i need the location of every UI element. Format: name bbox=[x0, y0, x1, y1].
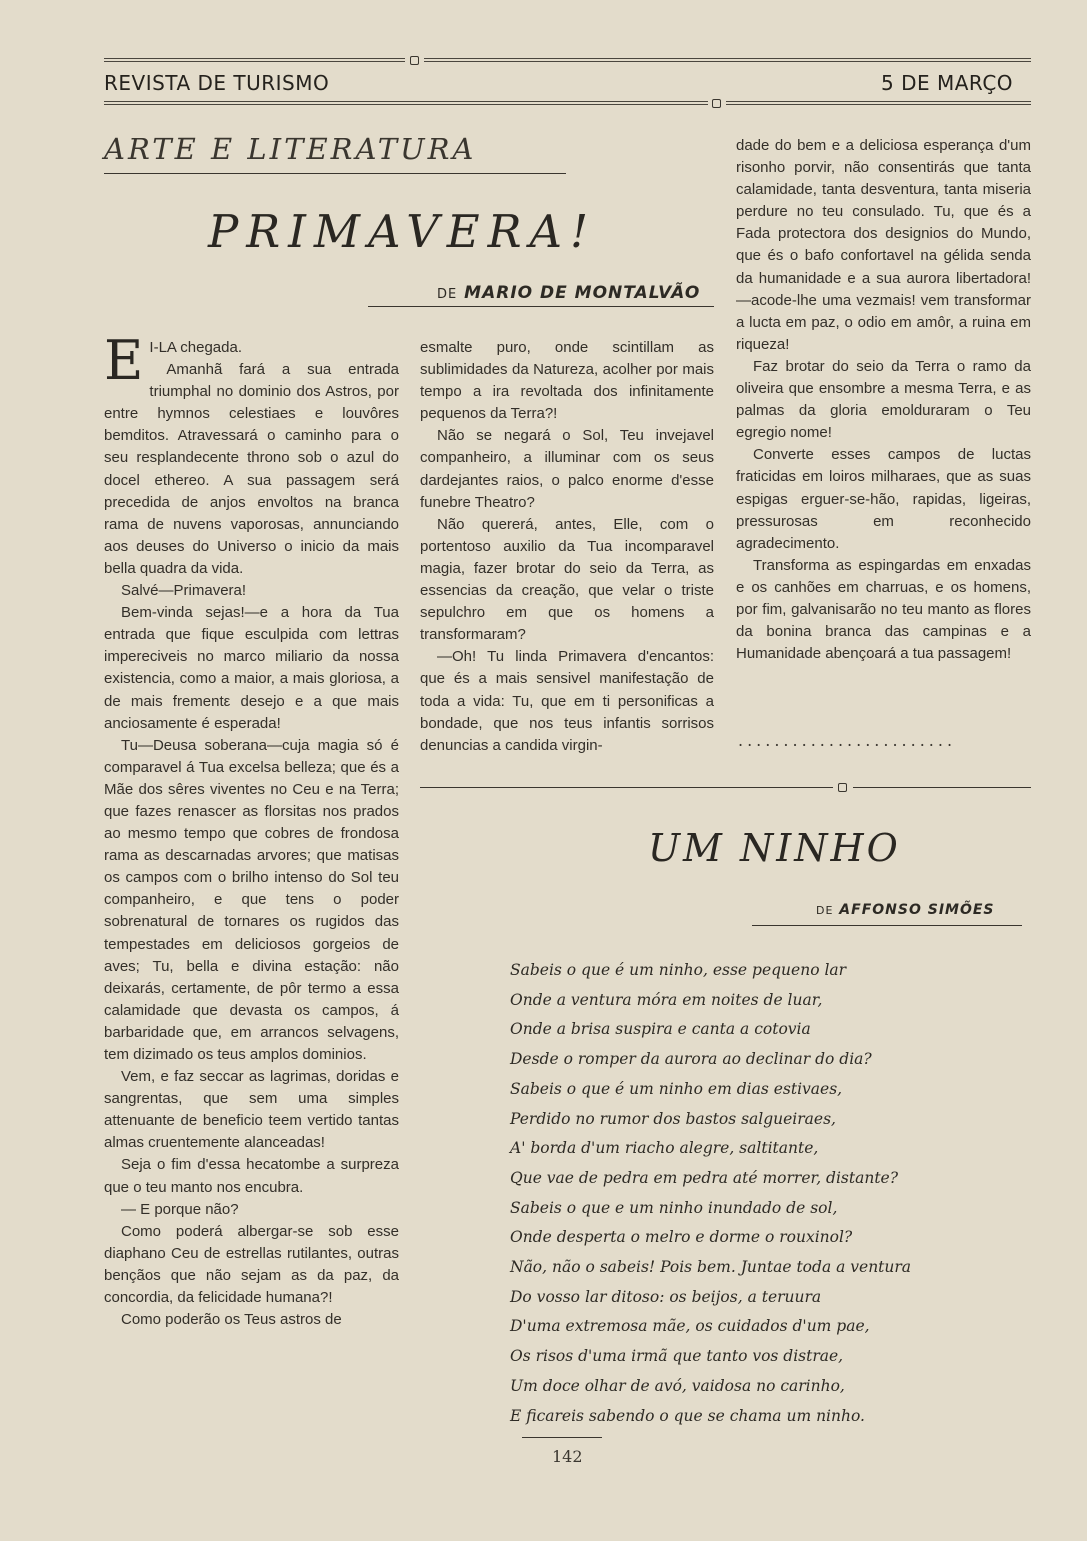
drop-cap: E bbox=[104, 329, 144, 392]
article-byline bbox=[437, 283, 700, 303]
poem-line: Um doce olhar de avó, vaidosa no carinho, bbox=[510, 1376, 845, 1395]
poem-body bbox=[510, 956, 911, 1431]
paragraph: I-LA chegada. bbox=[149, 339, 242, 356]
ornament-knot bbox=[838, 783, 847, 792]
byline-underline bbox=[752, 925, 1022, 926]
poem-line: Não, não o sabeis! Pois bem. Juntae toda a ventura bbox=[510, 1258, 912, 1277]
poem-line: Perdido no rumor dos bastos salgueiraes, bbox=[510, 1109, 836, 1128]
poem-line: Desde o romper da aurora ao declinar do dia? bbox=[510, 1050, 872, 1069]
header-bottom-rule bbox=[104, 101, 708, 105]
ornament-knot bbox=[410, 56, 419, 65]
paragraph: Não quererá, antes, Elle, com o portentoso auxilio da Tua incomparavel magia, fazer brotar do seio da Terra, as essencias da creação, que velar o triste sepulchro em que os homens a transformaram? bbox=[420, 515, 714, 644]
section-title: ARTE E LITERATURA bbox=[104, 132, 477, 166]
issue-date: 5 DE MARÇO bbox=[881, 71, 1014, 95]
header-top-rule bbox=[424, 58, 1031, 62]
paragraph: Converte esses campos de luctas fraticidas em loiros milharaes, que as suas espigas erguer-se-hão, rapidas, ligeiras, pressurosas em reconhecido agradecimento. bbox=[736, 446, 1031, 552]
paragraph: Como poderá albergar-se sob esse diaphano Ceu de estrellas rutilantes, outras bençãos que não sejam as da paz, da concordia, da felicidade humana?! bbox=[104, 1222, 399, 1307]
poem-line: Onde a brisa suspira e canta a cotovia bbox=[510, 1020, 811, 1039]
paragraph: Salvé—Primavera! bbox=[121, 582, 247, 600]
poem-separator bbox=[420, 787, 833, 788]
poem-author: AFFONSO SIMÕES bbox=[839, 902, 995, 918]
paragraph: — E porque não? bbox=[121, 1200, 239, 1218]
poem-separator bbox=[853, 787, 1031, 788]
paragraph: —Oh! Tu linda Primavera d'encantos: que és a mais sensivel manifestação de toda a vida: Tu, que em ti personificas a bondade, que nos teus infantis sorrisos denuncias a candida virgin- bbox=[420, 648, 714, 754]
end-dots: ........................ bbox=[738, 731, 957, 750]
poem-line: Onde a ventura móra em noites de luar, bbox=[510, 990, 823, 1009]
footer-rule bbox=[522, 1437, 602, 1438]
paragraph: esmalte puro, onde scintillam as sublimidades da Natureza, acolher por mais tempo a ira revoltada dos infinitamente pequenos da Terra?! bbox=[420, 339, 714, 423]
section-underline bbox=[104, 173, 566, 174]
poem-line: Os risos d'uma irmã que tanto vos distrae, bbox=[510, 1347, 844, 1366]
poem-byline bbox=[816, 902, 995, 918]
poem-line: E ficareis sabendo o que se chama um ninho. bbox=[510, 1406, 865, 1425]
poem-title: UM NINHO bbox=[648, 826, 901, 870]
poem-line: D'uma extremosa mãe, os cuidados d'um pae, bbox=[510, 1317, 870, 1336]
paragraph: Seja o fim d'essa hecatombe a surpreza que o teu manto nos encubra. bbox=[104, 1156, 399, 1196]
article-title: PRIMAVERA! bbox=[208, 205, 597, 258]
poem-line: Do vosso lar ditoso: os beijos, a teruura bbox=[510, 1287, 822, 1306]
poem-line: Que vae de pedra em pedra até morrer, distante? bbox=[510, 1168, 899, 1187]
poem-line: Sabeis o que é um ninho em dias estivaes, bbox=[510, 1079, 843, 1098]
paragraph: dade do bem e a deliciosa esperança d'um risonho porvir, não consentirás que tanta calamidade, tanta desventura, tanta miseria perdure no teu consulado. Tu, que és a Fada protectora dos designios do Mundo, que és o bafo confortavel na gélida senda da humanidade e a sua aurora libertadora! —acode-lhe uma vezmais! vem transformar a lucta em paz, o odio em amôr, a ruina em riqueza! bbox=[736, 137, 1031, 353]
header-top-rule bbox=[104, 58, 405, 62]
paragraph: Tu—Deusa soberana—cuja magia só é comparavel á Tua excelsa belleza; que és a Mãe dos sêres viventes no Ceu e na Terra; que fazes renascer as florsitas nos prados ao mesmo tempo que cobres de frondosa rama as descarnadas arvores; que matisas os campos com o brilho intenso do Sol teu companheiro, e que tens o poder sobrenatural de tornares os rugidos das tempestades em deliciosos gorgeios de aves; Tu, bella e divina estação: não deixarás, certamente, de pôr termo a essa calamidade que devasta os campos, á barbaridade que, em arrancos selvagens, tem dizimado os teus amplos dominios. bbox=[104, 736, 399, 1063]
paragraph: Como poderão os Teus astros de bbox=[121, 1311, 342, 1329]
article-author: MARIO DE MONTALVÃO bbox=[464, 283, 701, 303]
article-column-2 bbox=[420, 337, 714, 757]
magazine-name: REVISTA DE TURISMO bbox=[104, 71, 330, 95]
poem-line: A' borda d'um riacho alegre, saltitante, bbox=[510, 1139, 819, 1158]
byline-underline bbox=[368, 306, 714, 307]
paragraph: Transforma as espingardas em enxadas e os canhões em charruas, e os homens, por fim, galvanisarão no teu manto as flores da bonina branca das campinas e a Humanidade abençoará a tua passagem! bbox=[736, 556, 1031, 663]
paragraph: Vem, e faz seccar as lagrimas, doridas e sangrentas, que sem uma simples attenuante de beneficio teem vertido tantas almas cruentemente alanceadas! bbox=[104, 1068, 399, 1152]
article-column-1 bbox=[104, 329, 399, 1331]
paragraph: Amanhã fará a sua entrada triumphal no dominio dos Astros, por entre hymnos celestiaes e louvôres bemditos. Atravessará o caminho para o seu resplandecente throno sob o azul do docel ethereo. A sua passagem será precedida de anjos envoltos na branca rama de nuvens vaporosas, annunciando aos deuses do Universo o inicio da mais bella quadra da vida. bbox=[104, 361, 399, 577]
article-column-3 bbox=[736, 135, 1031, 665]
poem-line: Sabeis o que e um ninho inundado de sol, bbox=[510, 1198, 838, 1217]
paragraph: Não se negará o Sol, Teu invejavel companheiro, a illuminar com os seus dardejantes raios, o palco enorme d'esse funebre Theatro? bbox=[420, 427, 714, 511]
byline-prefix: DE bbox=[437, 287, 458, 302]
header-bottom-rule bbox=[726, 101, 1031, 105]
paragraph: Faz brotar do seio da Terra o ramo da oliveira que ensombre a mesma Terra, e as palmas da gloria emolduraram o Teu egregio nome! bbox=[736, 357, 1031, 442]
ornament-knot bbox=[712, 99, 721, 108]
poem-line: Onde desperta o melro e dorme o rouxinol? bbox=[510, 1228, 853, 1247]
page-number: 142 bbox=[552, 1447, 583, 1466]
poem-line: Sabeis o que é um ninho, esse pequeno lar bbox=[510, 961, 847, 979]
byline-prefix: DE bbox=[816, 904, 834, 917]
paragraph: Bem-vinda sejas!—e a hora da Tua entrada que fique esculpida com lettras impereciveis no marco miliario da nossa existencia, como a maior, a mais gloriosa, a de mais frementε desejo e a que mais anciosamente é esperada! bbox=[104, 604, 399, 732]
